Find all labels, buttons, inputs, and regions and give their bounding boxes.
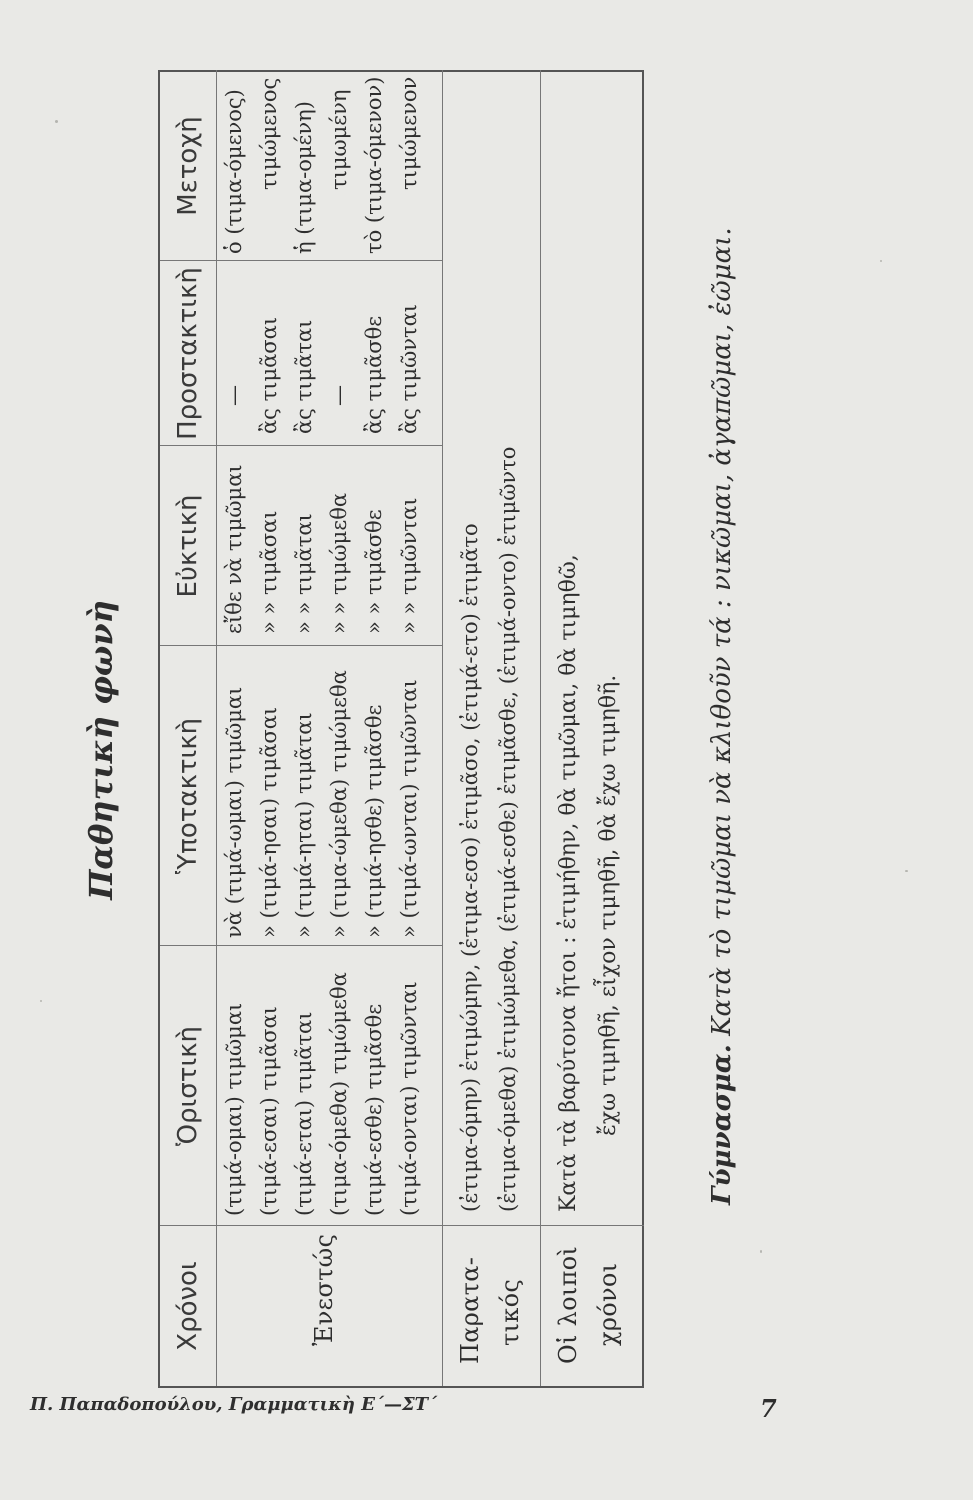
paratatikos-line: (ἐτιμα-όμην) ἐτιμώμην, (ἐτιμα-εσο) ἐτιμᾶσο, (ἐτιμά-ετο) ἐτιμᾶτο (458, 523, 482, 1212)
exercise-line (707, 227, 737, 1205)
column-divider (160, 645, 442, 646)
paratatikos-line: (ἐτιμα-όμεθα) ἐτιμώμεθα, (ἐτιμά-εσθε) ἐτιμᾶσθε, (ἐτιμά-οντο) ἐτιμῶντο (496, 446, 520, 1212)
footer-author: Π. Παπαδοπούλου, Γραμματικὴ Ε΄—ΣΤ΄ (30, 1394, 438, 1415)
exercise-label: Γύμνασμα. (707, 1044, 737, 1205)
ypotaktiki-form: » (τιμά-ησαι) τιμᾶσαι (257, 706, 281, 938)
prostaktiki-form: — (222, 385, 246, 406)
metochi-form: τὸ (τιμα-όμενον) (362, 76, 386, 254)
label-loipoi-1: Οἱ λοιποὶ (554, 1245, 582, 1364)
header-oristiki: Ὁριστικὴ (173, 1025, 203, 1147)
oristiki-form: (τιμά-εσθε) τιμᾶσθε (362, 1003, 386, 1216)
label-paratatikos-2: τικός (496, 1278, 524, 1346)
euktiki-form: » » τιμᾶται (292, 513, 316, 634)
oristiki-form: (τιμά-εσαι) τιμᾶσαι (257, 1006, 281, 1216)
oristiki-form: (τιμά-ονται) τιμῶνται (397, 981, 421, 1216)
page-number: 7 (760, 1394, 777, 1423)
prostaktiki-form: ἂς τιμᾶται (292, 319, 316, 434)
oristiki-form: (τιμά-ομαι) τιμῶμαι (222, 1002, 246, 1216)
metochi-form: τιμώμενον (397, 76, 421, 190)
euktiki-form: » » τιμᾶσαι (257, 510, 281, 634)
ypotaktiki-form: » (τιμα-ώμεθα) τιμώμεθα (327, 670, 351, 938)
ypotaktiki-form: » (τιμά-ηται) τιμᾶται (292, 712, 316, 938)
metochi-form: ἡ (τιμα-ομένη) (292, 101, 316, 254)
label-paratatikos-1: Παρατα- (456, 1256, 484, 1364)
ypotaktiki-form: » (τιμά-ωνται) τιμῶνται (397, 679, 421, 938)
header-euktiki: Εὐκτικὴ (173, 494, 203, 598)
exercise-text: Κατὰ τὸ τιμῶμαι νὰ κλιθοῦν τά : (707, 599, 737, 1036)
euktiki-form: » » τιμῶνται (397, 497, 421, 634)
label-enestos: Ἐνεστώς (310, 1233, 338, 1346)
metochi-form: τιμωμένη (327, 89, 351, 190)
column-divider (160, 945, 442, 946)
exercise-words: νικῶμαι, ἀγαπῶμαι, ἐῶμαι. (707, 227, 737, 592)
row-divider (442, 70, 443, 1386)
ypotaktiki-form: » (τιμά-ησθε) τιμᾶσθε (362, 704, 386, 938)
header-divider (216, 70, 217, 1386)
conjugation-table (158, 70, 644, 1388)
row-divider (540, 70, 541, 1386)
loipoi-line: ἔχω τιμηθῆ, εἶχον τιμηθῆ, θὰ ἔχω τιμηθῆ. (596, 674, 621, 1136)
metochi-form: ὁ (τιμα-όμενος) (222, 89, 246, 254)
column-divider (160, 1225, 644, 1226)
prostaktiki-form: ἂς τιμᾶσθε (362, 315, 386, 434)
header-ypotaktiki: Ὑποτακτικὴ (173, 717, 203, 875)
header-chronoi: Χρόνοι (173, 1261, 203, 1351)
loipoi-line: Κατὰ τὰ βαρύτονα ἤτοι : ἐτιμήθην, θὰ τιμῶμαι, θὰ τιμηθῶ, (556, 554, 581, 1212)
header-metochi: Μετοχὴ (173, 116, 203, 216)
ypotaktiki-form: νὰ (τιμά-ωμαι) τιμῶμαι (222, 686, 246, 938)
euktiki-form: εἴθε νὰ τιμῶμαι (222, 464, 246, 634)
label-loipoi-2: χρόνοι (594, 1262, 622, 1346)
oristiki-form: (τιμά-εται) τιμᾶται (292, 1011, 316, 1216)
prostaktiki-form: — (327, 385, 351, 406)
oristiki-form: (τιμα-όμεθα) τιμώμεθα (327, 972, 351, 1216)
page-heading: Παθητικὴ φωνὴ (82, 600, 120, 900)
metochi-form: τιμώμενος (257, 77, 281, 190)
euktiki-form: » » τιμώμεθα (327, 492, 351, 634)
euktiki-form: » » τιμᾶσθε (362, 509, 386, 634)
prostaktiki-form: ἂς τιμῶνται (397, 303, 421, 434)
column-divider (160, 445, 442, 446)
prostaktiki-form: ἂς τιμᾶσαι (257, 316, 281, 434)
header-prostaktiki: Προστακτικὴ (173, 267, 203, 440)
column-divider (160, 260, 442, 261)
